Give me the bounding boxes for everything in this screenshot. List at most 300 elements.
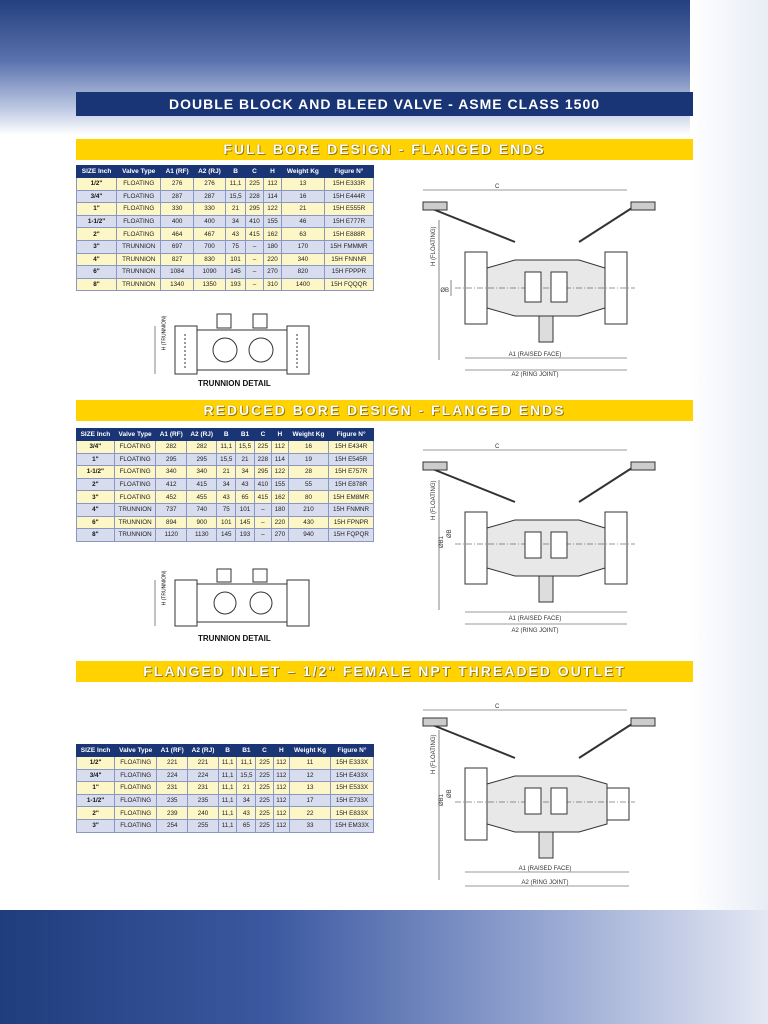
column-header: B — [218, 745, 237, 757]
table-cell: 15H E777R — [324, 215, 373, 228]
table-cell: FLOATING — [117, 190, 161, 203]
table-cell: 820 — [281, 266, 324, 279]
trunnion-side-label: H (TRUNNION) — [161, 315, 168, 351]
table-cell: 894 — [156, 516, 187, 529]
table-cell: 63 — [281, 228, 324, 241]
dim-a1: A1 (RAISED FACE) — [518, 866, 572, 872]
table-cell: 1130 — [187, 529, 217, 542]
table-cell: 737 — [156, 503, 187, 516]
table-cell: 17 — [290, 794, 331, 807]
table-cell: – — [254, 516, 271, 529]
table-cell: 15H FMMMR — [324, 240, 373, 253]
trunnion-detail-label-2: TRUNNION DETAIL — [198, 634, 271, 643]
column-header: A1 (RF) — [156, 429, 187, 441]
table-cell: 8" — [77, 529, 115, 542]
table-cell: 15H E444R — [324, 190, 373, 203]
column-header: Figure N° — [324, 166, 373, 178]
table-cell: 225 — [254, 441, 271, 454]
table-cell: 15H FNNNR — [324, 253, 373, 266]
dim-h: H (FLOATING) — [431, 480, 437, 520]
footer-gradient-band — [0, 910, 768, 1024]
table-cell: 3" — [77, 240, 117, 253]
table-cell: 21 — [237, 782, 256, 795]
table-cell: 224 — [157, 769, 188, 782]
column-header: C — [256, 745, 273, 757]
dim-c: C — [495, 184, 500, 190]
table-cell: 220 — [271, 516, 288, 529]
table-cell: 112 — [273, 807, 290, 820]
table-cell: 114 — [271, 453, 288, 466]
table-cell: 1" — [77, 453, 115, 466]
dim-c: C — [495, 704, 500, 710]
dim-b1: ØB1 — [439, 793, 445, 806]
dim-a2: A2 (RING JOINT) — [511, 628, 559, 634]
table-cell: 21 — [281, 203, 324, 216]
table-cell: 340 — [156, 466, 187, 479]
table-header-row — [77, 745, 374, 757]
table-cell: 15H EM33X — [330, 819, 373, 832]
table-cell: FLOATING — [117, 215, 161, 228]
column-header: Weight Kg — [290, 745, 331, 757]
table-cell: 15H E333R — [324, 178, 373, 191]
table-cell: 15H FQQQR — [324, 278, 373, 291]
table-cell: FLOATING — [115, 819, 157, 832]
table-cell: 21 — [217, 466, 236, 479]
column-header: Figure N° — [330, 745, 373, 757]
trunnion-detail-drawing-2 — [145, 568, 315, 634]
table-row — [77, 441, 374, 454]
table-cell: 19 — [288, 453, 328, 466]
table-cell: 235 — [188, 794, 219, 807]
table-cell: 13 — [290, 782, 331, 795]
section-heading-reduced-bore: REDUCED BORE DESIGN - FLANGED ENDS — [76, 400, 693, 421]
table-cell: 464 — [161, 228, 194, 241]
dim-a1: A1 (RAISED FACE) — [508, 616, 562, 622]
table-cell: 1120 — [156, 529, 187, 542]
table-cell: 11,1 — [218, 769, 237, 782]
table-cell: 225 — [256, 757, 273, 770]
table-cell: 452 — [156, 491, 187, 504]
column-header: H — [263, 166, 281, 178]
table-cell: FLOATING — [115, 769, 157, 782]
table-cell: 112 — [271, 441, 288, 454]
table-cell: 295 — [187, 453, 217, 466]
trunnion-side-label-2: H (TRUNNION) — [161, 570, 168, 606]
table-cell: 400 — [161, 215, 194, 228]
table-cell: 231 — [188, 782, 219, 795]
table-cell: 400 — [193, 215, 225, 228]
table-row — [77, 478, 374, 491]
table-cell: 700 — [193, 240, 225, 253]
table-cell: 3/4" — [77, 441, 115, 454]
column-header: C — [254, 429, 271, 441]
dim-b: ØB — [447, 789, 453, 798]
table-cell: FLOATING — [117, 203, 161, 216]
table-cell: 330 — [161, 203, 194, 216]
table-cell: 415 — [254, 491, 271, 504]
table-cell: 114 — [263, 190, 281, 203]
table-cell: 295 — [156, 453, 187, 466]
spec-table-threaded-outlet — [76, 744, 374, 833]
table-cell: 225 — [246, 178, 264, 191]
table-cell: 43 — [226, 228, 246, 241]
table-cell: 12 — [290, 769, 331, 782]
table-cell: 11,1 — [218, 782, 237, 795]
table-cell: 4" — [77, 253, 117, 266]
table-cell: FLOATING — [114, 441, 156, 454]
table-cell: TRUNNION — [117, 240, 161, 253]
table-cell: 193 — [236, 529, 255, 542]
table-cell: TRUNNION — [117, 253, 161, 266]
table-cell: 1-1/2" — [77, 215, 117, 228]
table-cell: 282 — [156, 441, 187, 454]
table-cell: 221 — [157, 757, 188, 770]
table-cell: 4" — [77, 503, 115, 516]
column-header: H — [271, 429, 288, 441]
table-cell: 940 — [288, 529, 328, 542]
table-cell: – — [254, 529, 271, 542]
table-cell: 15,5 — [236, 441, 255, 454]
table-row — [77, 769, 374, 782]
dim-c: C — [495, 444, 500, 450]
spec-table-reduced-bore — [76, 428, 374, 542]
table-cell: 1/2" — [77, 178, 117, 191]
table-cell: 231 — [157, 782, 188, 795]
column-header: A2 (RJ) — [188, 745, 219, 757]
spec-table-full-bore — [76, 165, 374, 291]
table-cell: 3/4" — [77, 190, 117, 203]
table-cell: 43 — [237, 807, 256, 820]
table-cell: 1400 — [281, 278, 324, 291]
table-cell: 1340 — [161, 278, 194, 291]
table-cell: 228 — [254, 453, 271, 466]
table-cell: 193 — [226, 278, 246, 291]
table-cell: 46 — [281, 215, 324, 228]
table-cell: 145 — [217, 529, 236, 542]
table-cell: 112 — [273, 819, 290, 832]
table-cell: 34 — [226, 215, 246, 228]
table-cell: 3" — [77, 819, 115, 832]
table-cell: 1084 — [161, 266, 194, 279]
table-cell: FLOATING — [117, 178, 161, 191]
right-edge-band — [690, 0, 768, 1024]
table-cell: 11,1 — [218, 757, 237, 770]
table-cell: 239 — [157, 807, 188, 820]
table-cell: 170 — [281, 240, 324, 253]
table-cell: 415 — [246, 228, 264, 241]
table-cell: FLOATING — [115, 807, 157, 820]
table-cell: 101 — [226, 253, 246, 266]
table-cell: 287 — [193, 190, 225, 203]
valve-cross-section-drawing-2 — [395, 440, 665, 640]
table-cell: TRUNNION — [114, 503, 156, 516]
table-cell: 15,5 — [226, 190, 246, 203]
table-cell: 6" — [77, 266, 117, 279]
table-cell: FLOATING — [115, 794, 157, 807]
table-cell: 455 — [187, 491, 217, 504]
table-cell: 55 — [288, 478, 328, 491]
table-cell: 310 — [263, 278, 281, 291]
section-heading-full-bore: FULL BORE DESIGN - FLANGED ENDS — [76, 139, 693, 160]
table-cell: FLOATING — [117, 228, 161, 241]
column-header: B1 — [237, 745, 256, 757]
column-header: A2 (RJ) — [187, 429, 217, 441]
table-row — [77, 228, 374, 241]
table-row — [77, 782, 374, 795]
table-row — [77, 178, 374, 191]
table-cell: 15H EM8MR — [329, 491, 374, 504]
table-cell: 122 — [271, 466, 288, 479]
column-header: C — [246, 166, 264, 178]
table-cell: 11,1 — [217, 441, 236, 454]
table-cell: 6" — [77, 516, 115, 529]
table-cell: 235 — [157, 794, 188, 807]
table-cell: 34 — [217, 478, 236, 491]
table-cell: 224 — [188, 769, 219, 782]
table-cell: 65 — [237, 819, 256, 832]
table-row — [77, 266, 374, 279]
table-cell: 43 — [236, 478, 255, 491]
column-header: Valve Type — [114, 429, 156, 441]
dim-a2: A2 (RING JOINT) — [521, 880, 569, 886]
column-header: SIZE Inch — [77, 745, 115, 757]
table-cell: 75 — [217, 503, 236, 516]
table-cell: 228 — [246, 190, 264, 203]
table-cell: 112 — [273, 769, 290, 782]
table-cell: 15H E434R — [329, 441, 374, 454]
table-cell: TRUNNION — [114, 516, 156, 529]
table-cell: 697 — [161, 240, 194, 253]
table-cell: FLOATING — [115, 757, 157, 770]
column-header: A1 (RF) — [161, 166, 194, 178]
table-cell: 11,1 — [218, 794, 237, 807]
table-cell: 15H E833X — [330, 807, 373, 820]
table-cell: – — [246, 253, 264, 266]
table-cell: 180 — [263, 240, 281, 253]
table-cell: 3/4" — [77, 769, 115, 782]
table-cell: 282 — [187, 441, 217, 454]
table-cell: 240 — [188, 807, 219, 820]
table-cell: 15H E433X — [330, 769, 373, 782]
table-row — [77, 203, 374, 216]
table-cell: 15H FPPPR — [324, 266, 373, 279]
table-cell: 15H E757R — [329, 466, 374, 479]
table-cell: 145 — [226, 266, 246, 279]
table-row — [77, 819, 374, 832]
table-cell: 276 — [161, 178, 194, 191]
table-cell: 16 — [281, 190, 324, 203]
table-row — [77, 453, 374, 466]
table-cell: TRUNNION — [117, 266, 161, 279]
table-cell: 1-1/2" — [77, 466, 115, 479]
table-cell: 21 — [236, 453, 255, 466]
table-cell: 162 — [263, 228, 281, 241]
table-cell: 410 — [254, 478, 271, 491]
dim-b1: ØB1 — [439, 535, 445, 548]
table-row — [77, 794, 374, 807]
table-cell: 330 — [193, 203, 225, 216]
trunnion-detail-label: TRUNNION DETAIL — [198, 379, 271, 388]
trunnion-detail-drawing — [145, 312, 315, 382]
table-cell: 33 — [290, 819, 331, 832]
table-cell: 1" — [77, 203, 117, 216]
table-cell: – — [254, 503, 271, 516]
table-cell: 15H FPNPR — [329, 516, 374, 529]
table-row — [77, 190, 374, 203]
table-cell: 43 — [217, 491, 236, 504]
table-cell: 28 — [288, 466, 328, 479]
table-cell: 1-1/2" — [77, 794, 115, 807]
table-row — [77, 240, 374, 253]
table-cell: 340 — [187, 466, 217, 479]
table-row — [77, 278, 374, 291]
table-row — [77, 503, 374, 516]
table-cell: 830 — [193, 253, 225, 266]
table-cell: TRUNNION — [117, 278, 161, 291]
table-cell: 255 — [188, 819, 219, 832]
table-cell: 221 — [188, 757, 219, 770]
table-cell: 11,1 — [218, 819, 237, 832]
table-row — [77, 466, 374, 479]
section-heading-threaded-outlet: FLANGED INLET – 1/2" FEMALE NPT THREADED OUTLET — [76, 661, 693, 682]
table-row — [77, 529, 374, 542]
table-cell: 145 — [236, 516, 255, 529]
table-cell: 415 — [187, 478, 217, 491]
table-cell: 295 — [246, 203, 264, 216]
table-cell: 180 — [271, 503, 288, 516]
table-cell: 225 — [256, 769, 273, 782]
column-header: Valve Type — [117, 166, 161, 178]
table-cell: 2" — [77, 228, 117, 241]
table-cell: 112 — [273, 757, 290, 770]
table-cell: TRUNNION — [114, 529, 156, 542]
table-cell: 21 — [226, 203, 246, 216]
table-cell: 287 — [161, 190, 194, 203]
table-cell: 15H E555R — [324, 203, 373, 216]
table-cell: 270 — [271, 529, 288, 542]
table-cell: 34 — [237, 794, 256, 807]
table-cell: 254 — [157, 819, 188, 832]
table-cell: 295 — [254, 466, 271, 479]
dim-b: ØB — [440, 288, 449, 294]
valve-cross-section-drawing-3 — [395, 700, 665, 900]
table-cell: FLOATING — [114, 453, 156, 466]
column-header: H — [273, 745, 290, 757]
column-header: Figure N° — [329, 429, 374, 441]
column-header: A2 (RJ) — [193, 166, 225, 178]
table-cell: 410 — [246, 215, 264, 228]
table-cell: 16 — [288, 441, 328, 454]
table-cell: 3" — [77, 491, 115, 504]
table-cell: 15H E545R — [329, 453, 374, 466]
dim-a2: A2 (RING JOINT) — [511, 372, 559, 378]
table-cell: FLOATING — [115, 782, 157, 795]
table-cell: 412 — [156, 478, 187, 491]
column-header: Weight Kg — [281, 166, 324, 178]
table-cell: 13 — [281, 178, 324, 191]
dim-a1: A1 (RAISED FACE) — [508, 352, 562, 358]
column-header: B — [217, 429, 236, 441]
table-row — [77, 807, 374, 820]
table-cell: 225 — [256, 819, 273, 832]
table-cell: 112 — [273, 782, 290, 795]
table-row — [77, 491, 374, 504]
table-cell: 210 — [288, 503, 328, 516]
table-cell: 8" — [77, 278, 117, 291]
table-cell: FLOATING — [114, 491, 156, 504]
table-cell: 22 — [290, 807, 331, 820]
table-cell: 101 — [217, 516, 236, 529]
table-cell: 1350 — [193, 278, 225, 291]
table-header-row — [77, 166, 374, 178]
table-cell: 340 — [281, 253, 324, 266]
table-cell: 430 — [288, 516, 328, 529]
table-row — [77, 757, 374, 770]
table-cell: 155 — [271, 478, 288, 491]
table-cell: 122 — [263, 203, 281, 216]
table-cell: 65 — [236, 491, 255, 504]
column-header: SIZE Inch — [77, 166, 117, 178]
table-cell: 15H E888R — [324, 228, 373, 241]
table-cell: 1090 — [193, 266, 225, 279]
table-cell: 80 — [288, 491, 328, 504]
table-cell: – — [246, 278, 264, 291]
column-header: Weight Kg — [288, 429, 328, 441]
table-row — [77, 516, 374, 529]
table-cell: FLOATING — [114, 478, 156, 491]
table-cell: 15H E878R — [329, 478, 374, 491]
table-cell: 15,5 — [217, 453, 236, 466]
table-cell: 11,1 — [218, 807, 237, 820]
table-cell: 112 — [273, 794, 290, 807]
table-cell: 34 — [236, 466, 255, 479]
table-cell: 225 — [256, 807, 273, 820]
column-header: B — [226, 166, 246, 178]
table-row — [77, 215, 374, 228]
table-cell: 11,1 — [226, 178, 246, 191]
table-cell: 15H E333X — [330, 757, 373, 770]
table-cell: 1/2" — [77, 757, 115, 770]
dim-b: ØB — [447, 529, 453, 538]
table-cell: 15H E533X — [330, 782, 373, 795]
column-header: Valve Type — [115, 745, 157, 757]
table-cell: 155 — [263, 215, 281, 228]
table-cell: 270 — [263, 266, 281, 279]
table-cell: 15H FQPQR — [329, 529, 374, 542]
table-cell: 467 — [193, 228, 225, 241]
table-cell: 225 — [256, 794, 273, 807]
valve-cross-section-drawing — [395, 180, 665, 380]
table-cell: 740 — [187, 503, 217, 516]
dim-h: H (FLOATING) — [431, 226, 437, 266]
column-header: A1 (RF) — [157, 745, 188, 757]
table-cell: 220 — [263, 253, 281, 266]
table-cell: 15H FNMNR — [329, 503, 374, 516]
table-cell: 11,1 — [237, 757, 256, 770]
table-cell: 2" — [77, 478, 115, 491]
table-cell: 101 — [236, 503, 255, 516]
table-cell: 225 — [256, 782, 273, 795]
table-cell: 1" — [77, 782, 115, 795]
table-cell: – — [246, 266, 264, 279]
table-cell: 11 — [290, 757, 331, 770]
column-header: SIZE Inch — [77, 429, 115, 441]
table-cell: 15H E733X — [330, 794, 373, 807]
table-cell: 162 — [271, 491, 288, 504]
table-cell: 276 — [193, 178, 225, 191]
table-cell: 15,5 — [237, 769, 256, 782]
table-cell: FLOATING — [114, 466, 156, 479]
